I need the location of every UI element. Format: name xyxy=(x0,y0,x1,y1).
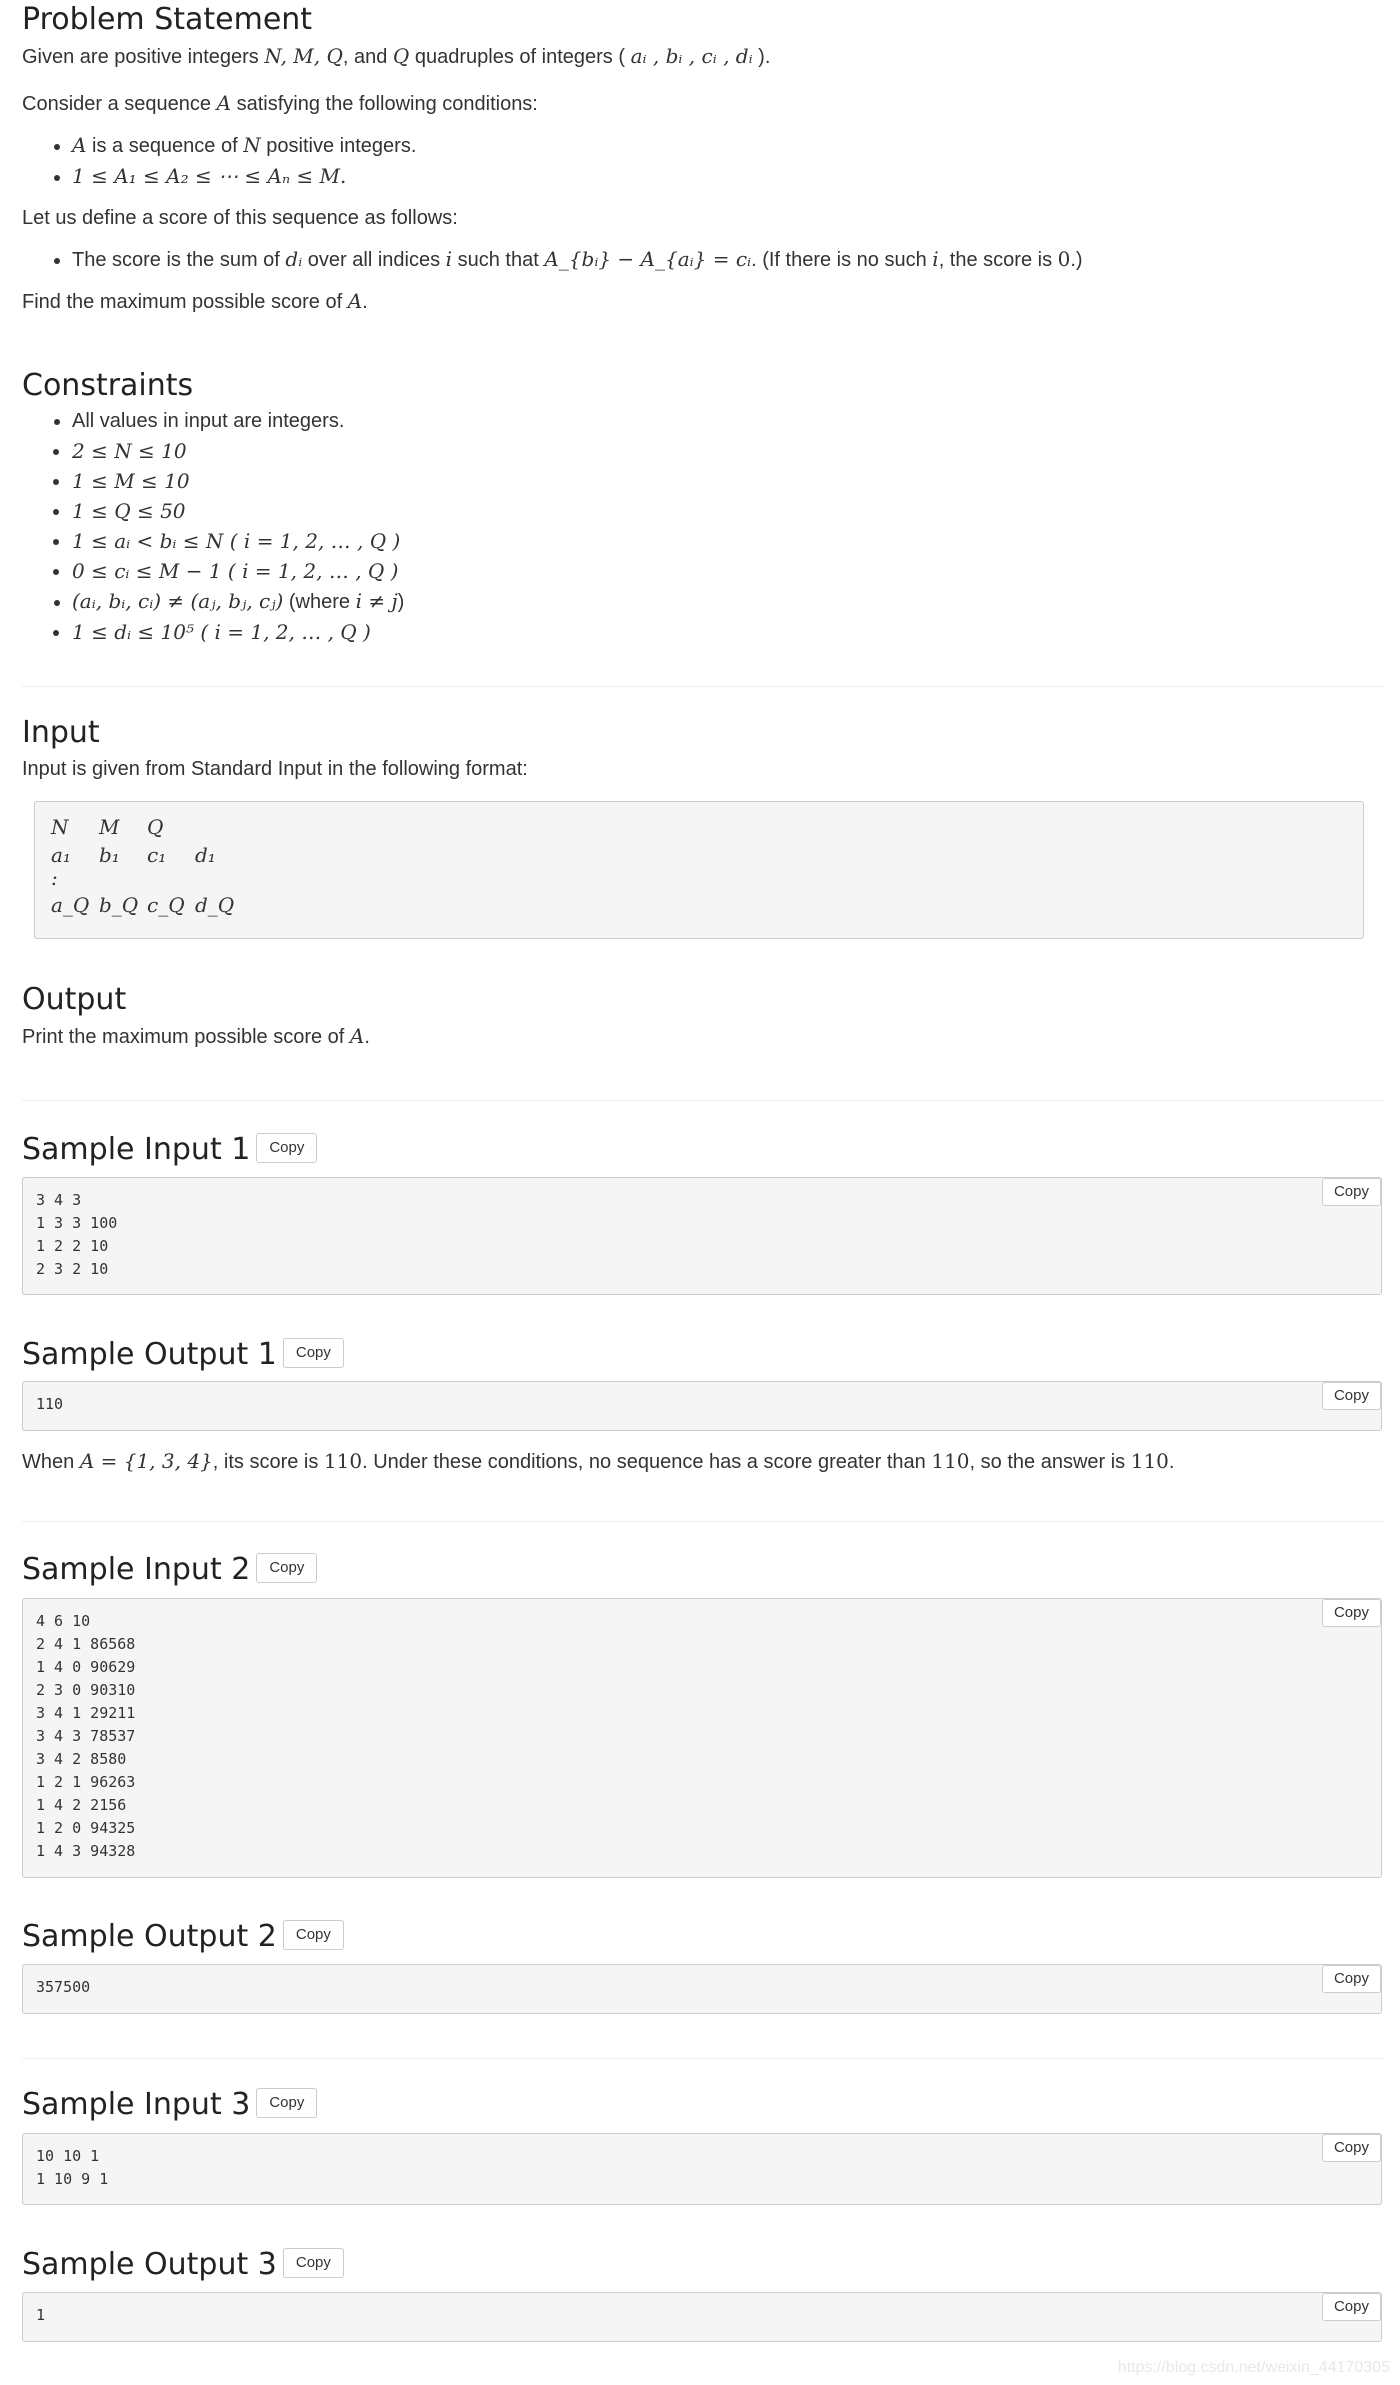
score-def-paragraph: Let us define a score of this sequence as follows: xyxy=(22,207,458,229)
code-line: 4 6 10 xyxy=(36,1612,91,1630)
sample-output-3-header xyxy=(22,2245,1384,2285)
constraint-item: • 1 ≤ Q ≤ 50 xyxy=(72,496,1384,526)
sample-output-2-title: Sample Output 2 xyxy=(22,1919,277,1954)
problem-statement-title: Problem Statement xyxy=(22,2,313,37)
copy-button[interactable]: Copy xyxy=(1322,1178,1381,1206)
constraint-item: • 1 ≤ aᵢ < bᵢ ≤ N ( i = 1, 2, … , Q ) xyxy=(72,526,1384,556)
problem-statement-section xyxy=(22,0,1384,316)
format-line: N M Q xyxy=(51,815,164,839)
sample-input-1-header xyxy=(22,1130,1384,1170)
code-line: 2 3 2 10 xyxy=(36,1260,109,1278)
sample-output-3-block xyxy=(22,2292,1382,2342)
sample-input-1-block xyxy=(22,1177,1382,1295)
constraint-item: • (aᵢ, bᵢ, cᵢ) ≠ (aⱼ, bⱼ, cⱼ) (where i ≠ j) xyxy=(72,586,1384,617)
sample-input-3-title: Sample Input 3 xyxy=(22,2087,251,2122)
sample-input-1-title: Sample Input 1 xyxy=(22,1132,251,1167)
code-line: 1 4 3 94328 xyxy=(36,1842,136,1860)
sample-input-2-title: Sample Input 2 xyxy=(22,1552,251,1587)
sample-input-3-block xyxy=(22,2133,1382,2205)
copy-button[interactable]: Copy xyxy=(1322,2293,1381,2321)
copy-button[interactable]: Copy xyxy=(283,1338,344,1368)
copy-button[interactable]: Copy xyxy=(1322,1382,1381,1410)
constraints-section xyxy=(22,366,1384,647)
input-format-block xyxy=(34,801,1364,939)
input-desc: Input is given from Standard Input in the following format: xyxy=(22,758,528,780)
sample-input-2-header xyxy=(22,1550,1384,1590)
copy-button[interactable]: Copy xyxy=(256,1553,317,1583)
format-line: a_Q b_Q c_Q d_Q xyxy=(51,893,235,917)
format-line: : xyxy=(51,866,58,890)
code-line: 2 3 0 90310 xyxy=(36,1681,136,1699)
copy-button[interactable]: Copy xyxy=(1322,1965,1381,1993)
constraints-title: Constraints xyxy=(22,368,194,403)
code-line: 1 4 0 90629 xyxy=(36,1658,136,1676)
code-line: 1 4 2 2156 xyxy=(36,1796,127,1814)
divider xyxy=(22,686,1384,687)
output-section xyxy=(22,980,1384,1051)
condition-item: • A is a sequence of N positive integers. xyxy=(72,130,1384,161)
input-title: Input xyxy=(22,715,100,750)
input-section xyxy=(22,713,1384,783)
code-line: 3 4 3 xyxy=(36,1191,82,1209)
consider-paragraph: Consider a sequence A satisfying the following conditions: xyxy=(22,91,538,115)
watermark: https://blog.csdn.net/weixin_44170305 xyxy=(1117,2358,1390,2376)
find-paragraph: Find the maximum possible score of A. xyxy=(22,289,368,313)
sample-input-2-block xyxy=(22,1598,1382,1878)
sample-1-explanation: When A = {1, 3, 4}, its score is 110. Under these conditions, no sequence has a score greater than 110, so the answer is 110. xyxy=(22,1449,1175,1473)
divider xyxy=(22,1100,1384,1101)
sample-output-1-block xyxy=(22,1381,1382,1431)
intro-paragraph: Given are positive integers N, M, Q, and Q quadruples of integers ( aᵢ , bᵢ , cᵢ , dᵢ ). xyxy=(22,44,771,68)
sample-output-3-title: Sample Output 3 xyxy=(22,2247,277,2282)
score-item: • The score is the sum of dᵢ over all indices i such that A_{bᵢ} − A_{aᵢ} = cᵢ. (If there is no such i, the score is 0.) xyxy=(72,244,1384,275)
constraints-list xyxy=(22,406,1384,647)
code-line: 357500 xyxy=(36,1978,91,1996)
score-list xyxy=(22,244,1384,275)
sample-output-1-header xyxy=(22,1335,1384,1375)
code-line: 2 4 1 86568 xyxy=(36,1635,136,1653)
divider xyxy=(22,2058,1384,2059)
divider xyxy=(22,1521,1384,1522)
constraint-item: • 0 ≤ cᵢ ≤ M − 1 ( i = 1, 2, … , Q ) xyxy=(72,556,1384,586)
copy-button[interactable]: Copy xyxy=(1322,2134,1381,2162)
copy-button[interactable]: Copy xyxy=(256,1133,317,1163)
code-line: 10 10 1 xyxy=(36,2147,100,2165)
copy-button[interactable]: Copy xyxy=(256,2088,317,2118)
code-line: 1 xyxy=(36,2306,46,2324)
condition-item: • 1 ≤ A₁ ≤ A₂ ≤ ⋯ ≤ Aₙ ≤ M. xyxy=(72,161,1384,192)
format-line: a₁ b₁ c₁ d₁ xyxy=(51,843,216,867)
constraint-item: • All values in input are integers. xyxy=(72,406,1384,436)
code-line: 110 xyxy=(36,1395,64,1413)
output-desc: Print the maximum possible score of A. xyxy=(22,1024,370,1048)
code-line: 1 2 0 94325 xyxy=(36,1819,136,1837)
output-title: Output xyxy=(22,982,127,1017)
sample-output-1-title: Sample Output 1 xyxy=(22,1337,277,1372)
code-line: 3 4 2 8580 xyxy=(36,1750,127,1768)
code-line: 1 2 2 10 xyxy=(36,1237,109,1255)
conditions-list xyxy=(22,130,1384,192)
copy-button[interactable]: Copy xyxy=(283,2248,344,2278)
code-line: 3 4 1 29211 xyxy=(36,1704,136,1722)
code-line: 1 2 1 96263 xyxy=(36,1773,136,1791)
sample-output-2-block xyxy=(22,1964,1382,2014)
code-line: 1 10 9 1 xyxy=(36,2170,109,2188)
sample-output-2-header xyxy=(22,1917,1384,1957)
copy-button[interactable]: Copy xyxy=(283,1920,344,1950)
constraint-item: • 2 ≤ N ≤ 10 xyxy=(72,436,1384,466)
constraint-item: • 1 ≤ dᵢ ≤ 10⁵ ( i = 1, 2, … , Q ) xyxy=(72,617,1384,647)
sample-input-3-header xyxy=(22,2085,1384,2125)
code-line: 3 4 3 78537 xyxy=(36,1727,136,1745)
constraint-item: • 1 ≤ M ≤ 10 xyxy=(72,466,1384,496)
code-line: 1 3 3 100 xyxy=(36,1214,118,1232)
copy-button[interactable]: Copy xyxy=(1322,1599,1381,1627)
